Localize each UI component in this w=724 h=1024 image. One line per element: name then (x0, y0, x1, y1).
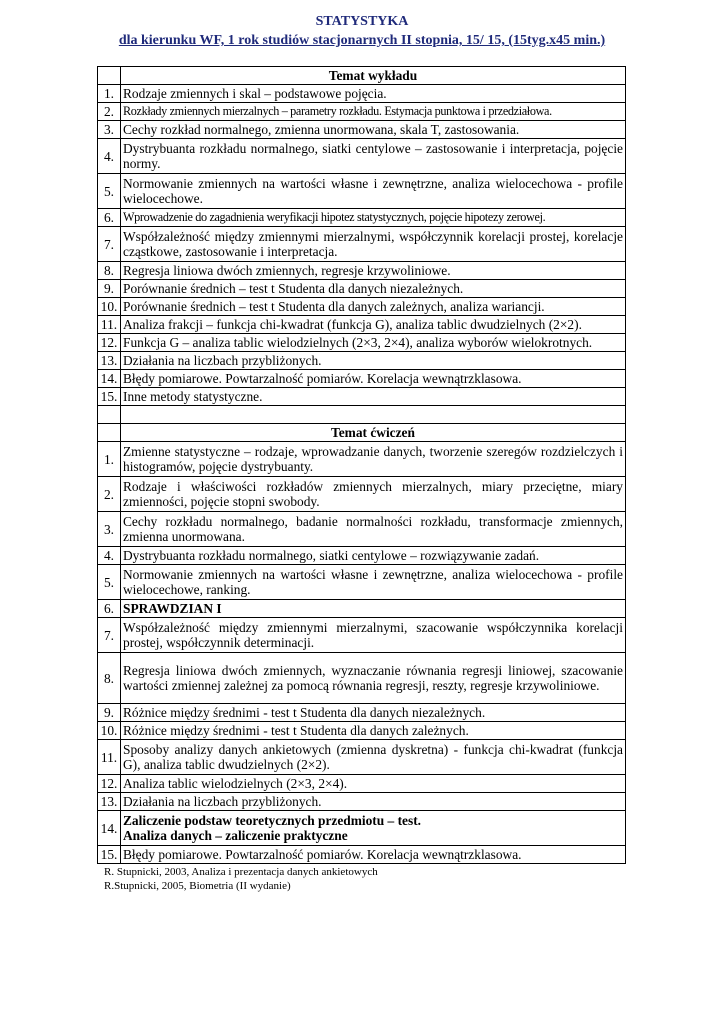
row-number: 7. (98, 618, 121, 653)
table-row (98, 85, 626, 103)
row-text: Zmienne statystyczne – rodzaje, wprowadzanie danych, tworzenie szeregów rozdzielczych i histogramów, pojęcie dystrybuanty. (121, 442, 626, 477)
row-number: 3. (98, 512, 121, 547)
table-row (98, 477, 626, 512)
row-number: 7. (98, 227, 121, 262)
row-text: Cechy rozkład normalnego, zmienna unormowana, skala T, zastosowania. (121, 121, 626, 139)
row-text: Działania na liczbach przybliżonych. (121, 352, 626, 370)
spacer-row (98, 406, 626, 424)
table-row (98, 618, 626, 653)
table-row (98, 298, 626, 316)
row-text: SPRAWDZIAN I (121, 600, 626, 618)
row-text: Funkcja G – analiza tablic wielodzielnych (2×3, 2×4), analiza wyborów wielokrotnych. (121, 334, 626, 352)
document-subtitle: dla kierunku WF, 1 rok studiów stacjonarnych II stopnia, 15/ 15, (15tyg.x45 min.) (118, 33, 606, 48)
row-text: Porównanie średnich – test t Studenta dla danych niezależnych. (121, 280, 626, 298)
row-number: 2. (98, 103, 121, 121)
row-number: 8. (98, 653, 121, 704)
row-number: 15. (98, 388, 121, 406)
table-row (98, 442, 626, 477)
row-text: Regresja liniowa dwóch zmiennych, regresje krzywoliniowe. (121, 262, 626, 280)
row-text: Normowanie zmiennych na wartości własne i zewnętrzne, analiza wielocechowa - profile wielocechowe, ranking. (121, 565, 626, 600)
table-row (98, 547, 626, 565)
table-row (98, 512, 626, 547)
table-row (98, 174, 626, 209)
row-number: 6. (98, 600, 121, 618)
row-text: Błędy pomiarowe. Powtarzalność pomiarów. Korelacja wewnątrzklasowa. (121, 370, 626, 388)
row-text: Cechy rozkładu normalnego, badanie normalności rozkładu, transformacje zmiennych, zmienna unormowana. (121, 512, 626, 547)
table-row (98, 227, 626, 262)
row-text: Sposoby analizy danych ankietowych (zmienna dyskretna) - funkcja chi-kwadrat (funkcja G), analiza tablic dwudzielnych (2×2). (121, 740, 626, 775)
row-number: 1. (98, 85, 121, 103)
table-row (98, 67, 626, 85)
row-number: 5. (98, 174, 121, 209)
table-row (98, 775, 626, 793)
table-row (98, 653, 626, 704)
row-text: Różnice między średnimi - test t Studenta dla danych niezależnych. (121, 704, 626, 722)
row-number: 15. (98, 846, 121, 864)
row-number: 8. (98, 262, 121, 280)
table-row (98, 722, 626, 740)
row-number: 6. (98, 209, 121, 227)
row-number: 10. (98, 722, 121, 740)
row-text: Rodzaje i właściwości rozkładów zmiennych mierzalnych, miary przeciętne, miary zmienności, pojęcie stopni swobody. (121, 477, 626, 512)
table-row (98, 811, 626, 846)
syllabus-table (97, 66, 626, 864)
row-text: Działania na liczbach przybliżonych. (121, 793, 626, 811)
row-number: 12. (98, 775, 121, 793)
row-number: 13. (98, 793, 121, 811)
row-number: 9. (98, 280, 121, 298)
row-text: Dystrybuanta rozkładu normalnego, siatki centylowe – zastosowanie i interpretacja, pojęcie normy. (121, 139, 626, 174)
table-row (98, 370, 626, 388)
row-text: Różnice między średnimi - test t Studenta dla danych zależnych. (121, 722, 626, 740)
exercises-heading: Temat ćwiczeń (121, 424, 626, 442)
row-number: 14. (98, 811, 121, 846)
row-text (121, 811, 626, 846)
document-title: STATYSTYKA (315, 14, 409, 29)
table-row (98, 209, 626, 227)
row-text: Rozkłady zmiennych mierzalnych – parametry rozkładu. Estymacja punktowa i przedziałowa. (121, 103, 626, 121)
table-row (98, 846, 626, 864)
row-text: Dystrybuanta rozkładu normalnego, siatki centylowe – rozwiązywanie zadań. (121, 547, 626, 565)
row-number: 13. (98, 352, 121, 370)
row-text: Regresja liniowa dwóch zmiennych, wyznaczanie równania regresji liniowej, szacowanie wartości zmiennej zależnej za pomocą równania regresji, reszty, regresje krzywoliniowe. (121, 653, 626, 704)
row-number: 12. (98, 334, 121, 352)
row-text: Współzależność między zmiennymi mierzalnymi, szacowanie współczynnika korelacji prostej, współczynnik determinacji. (121, 618, 626, 653)
row-text: Porównanie średnich – test t Studenta dla danych zależnych, analiza wariancji. (121, 298, 626, 316)
table-row (98, 352, 626, 370)
table-row (98, 103, 626, 121)
footnote: R.Stupnicki, 2005, Biometria (II wydanie) (104, 880, 291, 892)
table-row (98, 316, 626, 334)
row-number: 9. (98, 704, 121, 722)
row-number: 1. (98, 442, 121, 477)
row-number: 11. (98, 740, 121, 775)
table-row (98, 262, 626, 280)
row-number: 4. (98, 547, 121, 565)
row-number: 10. (98, 298, 121, 316)
row-number: 11. (98, 316, 121, 334)
table-row (98, 424, 626, 442)
table-row (98, 740, 626, 775)
row-number: 3. (98, 121, 121, 139)
table-row (98, 600, 626, 618)
row-text: Rodzaje zmiennych i skal – podstawowe pojęcia. (121, 85, 626, 103)
table-row (98, 388, 626, 406)
table-row (98, 793, 626, 811)
footnote: R. Stupnicki, 2003, Analiza i prezentacja danych ankietowych (104, 866, 378, 878)
row-text: Analiza tablic wielodzielnych (2×3, 2×4). (121, 775, 626, 793)
table-row (98, 280, 626, 298)
row-number: 4. (98, 139, 121, 174)
row-text-line-1: Zaliczenie podstaw teoretycznych przedmiotu – test. (123, 813, 422, 828)
table-row (98, 334, 626, 352)
table-row (98, 139, 626, 174)
row-text: Inne metody statystyczne. (121, 388, 626, 406)
row-text: Współzależność między zmiennymi mierzalnymi, współczynnik korelacji prostej, korelacje cząstkowe, zastosowanie i interpretacja. (121, 227, 626, 262)
lectures-heading: Temat wykładu (121, 67, 626, 85)
row-text-line-2: Analiza danych – zaliczenie praktyczne (123, 828, 348, 843)
row-number: 14. (98, 370, 121, 388)
row-number: 5. (98, 565, 121, 600)
table-row (98, 565, 626, 600)
table-row (98, 704, 626, 722)
row-text: Normowanie zmiennych na wartości własne i zewnętrzne, analiza wielocechowa - profile wielocechowe. (121, 174, 626, 209)
table-row (98, 121, 626, 139)
row-text: Wprowadzenie do zagadnienia weryfikacji hipotez statystycznych, pojęcie hipotezy zerowej. (121, 209, 626, 227)
row-text: Błędy pomiarowe. Powtarzalność pomiarów. Korelacja wewnątrzklasowa. (121, 846, 626, 864)
row-number: 2. (98, 477, 121, 512)
row-text: Analiza frakcji – funkcja chi-kwadrat (funkcja G), analiza tablic dwudzielnych (2×2). (121, 316, 626, 334)
